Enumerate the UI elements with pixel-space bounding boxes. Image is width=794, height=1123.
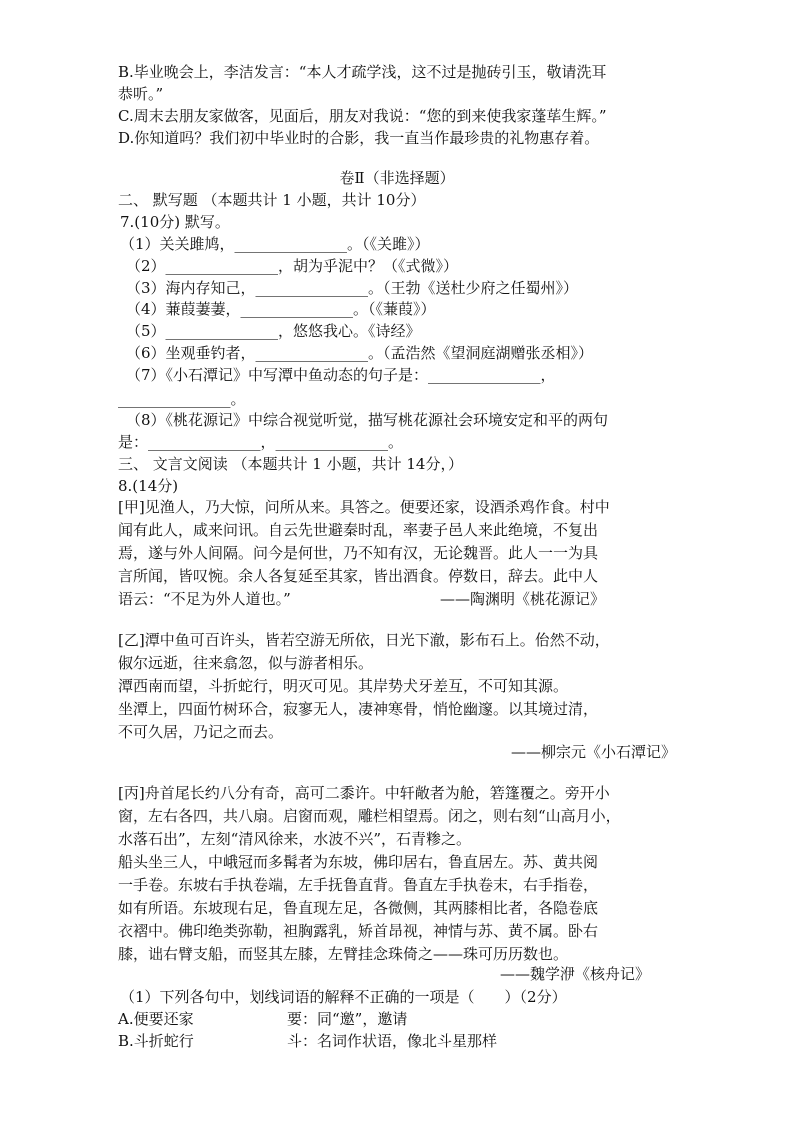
- option-c: C.周末去朋友家做客，见面后，朋友对我说：“您的到来使我家蓬荜生辉。”: [118, 107, 607, 125]
- passage-yi-line: 俶尔远逝，往来翕忽，似与游者相乐。: [118, 654, 374, 672]
- passage-jia-source: ——陶渊明《桃花源记》: [440, 590, 606, 608]
- passage-jia-line: [甲]见渔人，乃大惊，问所从来。具答之。便要还家，设酒杀鸡作食。村中: [118, 498, 610, 516]
- option-b-line2: 恭听。”: [118, 85, 164, 103]
- passage-bing-line: 船头坐三人，中峨冠而多髯者为东坡，佛印居右，鲁直居左。苏、黄共阅: [118, 853, 599, 871]
- passage-bing-line: 如有所语。东坡现右足，鲁直现左足，各微侧，其两膝相比者，各隐卷底: [118, 899, 599, 917]
- q7-item-2: （2）_______________，胡为乎泥中？（《式微》）: [126, 257, 459, 275]
- q8-title: 8.(14分): [118, 477, 179, 495]
- q7-item-3: （3）海内存知己，_______________。（王勃《送杜少府之任蜀州》）: [126, 279, 579, 297]
- passage-jia-line: 言所闻，皆叹惋。余人各复延至其家，皆出酒食。停数日，辞去。此中人: [118, 567, 599, 585]
- q7-item-7: （7）《小石潭记》中写潭中鱼动态的句子是：_______________，: [126, 366, 556, 384]
- passage-bing-line: [丙]舟首尾长约八分有奇，高可二黍许。中轩敞者为舱，箬篷覆之。旁开小: [118, 784, 610, 802]
- section-title: 卷Ⅱ（非选择题）: [339, 169, 455, 187]
- q7-item-5: （5）_______________，悠悠我心。《诗经》: [126, 322, 421, 340]
- q7-item-8: （8）《桃花源记》中综合视觉听觉，描写桃花源社会环境安定和平的两句: [126, 411, 609, 429]
- choice-b-right: 斗：名词作状语，像北斗星那样: [287, 1032, 498, 1050]
- choice-b-left: B.斗折蛇行: [118, 1032, 194, 1050]
- passage-bing-line: 衣褶中。佛印绝类弥勒，袒胸露乳，矫首昂视，神情与苏、黄不属。卧右: [118, 922, 599, 940]
- passage-yi-line: 不可久居，乃记之而去。: [118, 723, 284, 741]
- passage-bing-line: 水落石出”，左刻“清风徐来，水波不兴”，石青糁之。: [118, 830, 472, 848]
- passage-jia-line: 语云：“不足为外人道也。”: [118, 590, 291, 608]
- q7-item-1: （1）关关雎鸠，_______________。（《关雎》）: [120, 235, 430, 253]
- part2-heading: 二、 默写题 （本题共计 1 小题，共计 10分）: [118, 191, 426, 209]
- option-b-line1: B.毕业晚会上，李洁发言：“本人才疏学浅，这不过是抛砖引玉，敬请洗耳: [118, 63, 607, 81]
- q8-sub1: （1）下列各句中，划线词语的解释不正确的一项是（ ）（2分）: [120, 988, 567, 1006]
- part3-heading: 三、 文言文阅读 （本题共计 1 小题，共计 14分，）: [118, 455, 463, 473]
- choice-a-right: 要：同“邀”，邀请: [287, 1010, 408, 1028]
- passage-bing-line: 膝，诎右臂支船，而竖其左膝，左臂挂念珠倚之——珠可历历数也。: [118, 945, 569, 963]
- passage-jia-line: 闻有此人，咸来问讯。自云先世避秦时乱，率妻子邑人来此绝境，不复出: [118, 521, 599, 539]
- option-d: D.你知道吗？我们初中毕业时的合影，我一直当作最珍贵的礼物惠存着。: [118, 129, 600, 147]
- passage-bing-source: ——魏学洢《核舟记》: [500, 965, 651, 983]
- q7-item-4: （4）蒹葭萋萋，_______________。（《蒹葭》）: [126, 300, 436, 318]
- passage-jia-line: 焉，遂与外人间隔。问今是何世，乃不知有汉，无论魏晋。此人一一为具: [118, 544, 599, 562]
- q7-item-8-cont: 是：_______________，_______________。: [118, 433, 404, 451]
- passage-yi-source: ——柳宗元《小石潭记》: [511, 743, 677, 761]
- passage-bing-line: 一手卷。东坡右手执卷端，左手抚鲁直背。鲁直左手执卷末，右手指卷，: [118, 876, 599, 894]
- passage-bing-line: 窗，左右各四，共八扇。启窗而观，雕栏相望焉。闭之，则右刻“山高月小，: [118, 807, 621, 825]
- choice-a-left: A.便要还家: [118, 1010, 194, 1028]
- q7-item-6: （6）坐观垂钓者，_______________。（孟浩然《望洞庭湖赠张丞相》）: [126, 344, 594, 362]
- q7-title: 7.(10分) 默写。: [120, 213, 230, 231]
- passage-yi-line: 潭西南而望，斗折蛇行，明灭可见。其岸势犬牙差互，不可知其源。: [118, 677, 569, 695]
- passage-yi-line: 坐潭上，四面竹树环合，寂寥无人，凄神寒骨，悄怆幽邃。以其境过清，: [118, 700, 599, 718]
- q7-item-7-cont: _______________。: [118, 390, 246, 408]
- passage-yi-line: [乙]潭中鱼可百许头，皆若空游无所依，日光下澈，影布石上。佁然不动，: [118, 631, 610, 649]
